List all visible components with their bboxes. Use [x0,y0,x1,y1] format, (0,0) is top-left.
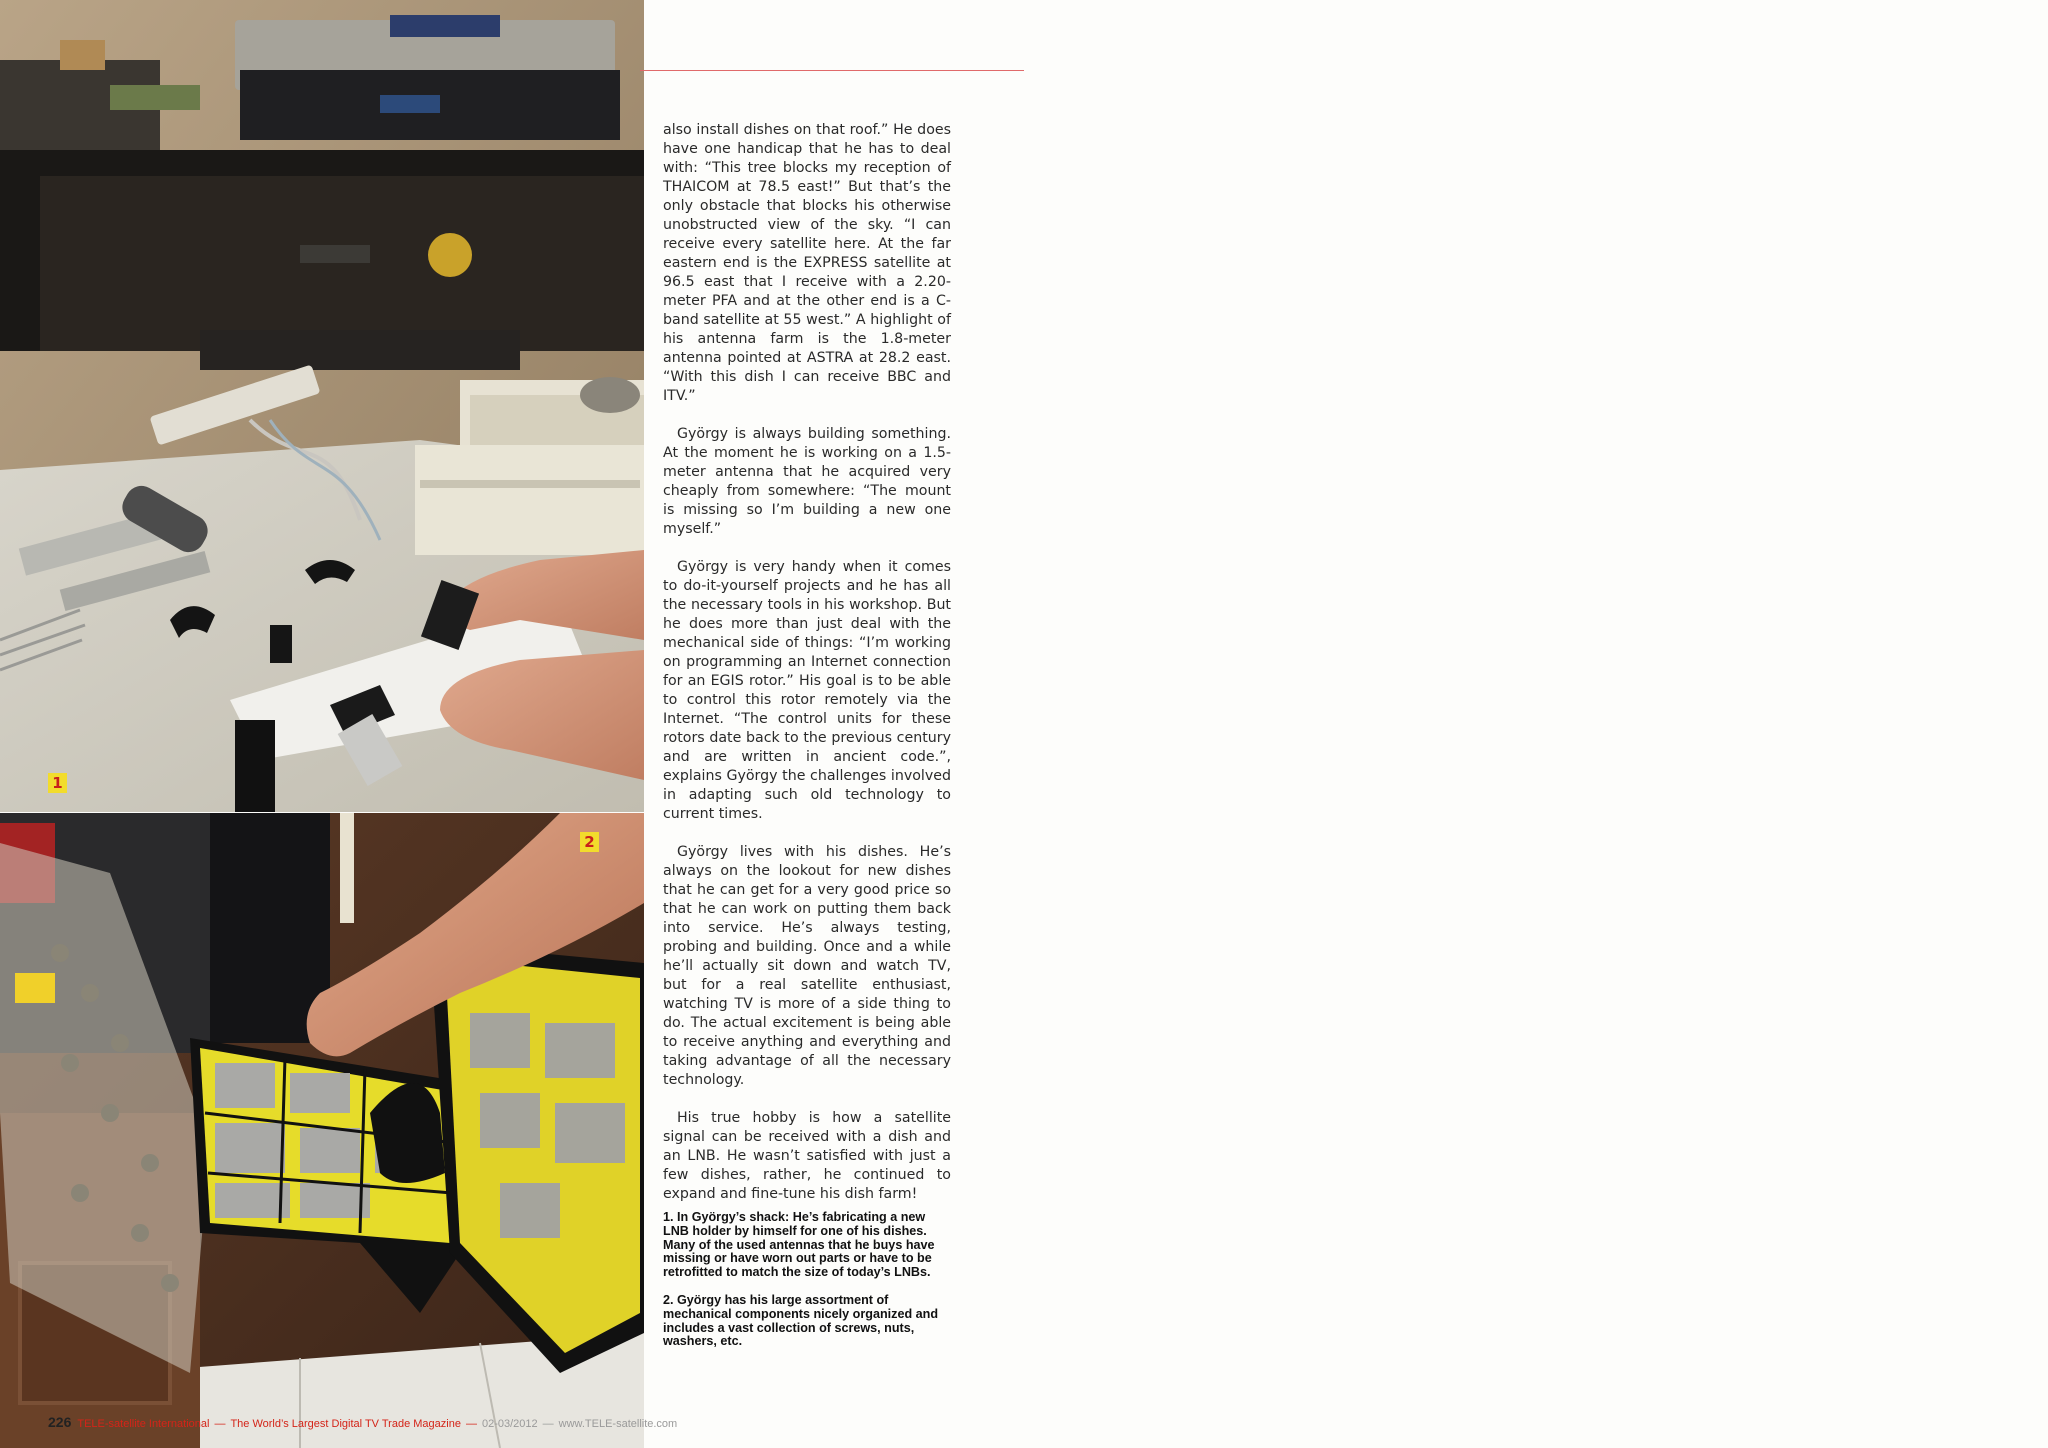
article-paragraph: György lives with his dishes. He’s always on the lookout for new dishes that he can get for a very good price so that he can work on putting them back into service. He’s always testing, probing and building. Once and a while he’ll actually sit down and watch TV, but for a real satellite enthusiast, watching TV is more of a side thing to do. The actual excitement is being able to receive anything and everything and taking advantage of all the necessary technology. [663,844,951,1088]
website-link[interactable]: www.TELE-satellite.com [558,1418,678,1430]
issue-date: 02-03/2012 [481,1418,538,1430]
article-paragraph: György is always building something. At the moment he is working on a 1.5-meter antenna that he acquired very cheaply from somewhere: “The mount is missing so I’m building a new one myself.” [663,426,951,537]
article-body [663,121,951,1223]
photo-parts-organizer [0,813,644,1448]
publication-name: TELE-satellite International [77,1418,210,1430]
footer-separator: — [214,1418,226,1430]
page-number: 226 [48,1414,72,1430]
publication-tagline: The World’s Largest Digital TV Trade Magazine [230,1418,461,1430]
footer-separator: — [465,1418,477,1430]
figure-1-badge: 1 [48,773,67,793]
figure-captions [663,1211,951,1363]
article-paragraph: His true hobby is how a satellite signal can be received with a dish and an LNB. He wasn’t satisfied with just a few dishes, rather, he continued to expand and fine-tune his dish farm! [663,1110,951,1202]
header-rule [640,70,1024,71]
figure-2-badge: 2 [580,832,599,852]
page-footer [48,1413,677,1433]
article-paragraph: György is very handy when it comes to do-it-yourself projects and he has all the necessary tools in his workshop. But he does more than just deal with the mechanical side of things: “I’m working on programming an Internet connection for an EGIS rotor.” His goal is to be able to control this rotor remotely via the Internet. “The control units for these rotors date back to the previous century and are written in ancient code.”, explains György the challenges involved in adapting such old technology to current times. [663,559,951,822]
figure-1-caption: 1. In György’s shack: He’s fabricating a new LNB holder by himself for one of his dishes. Many of the used antennas that he buys have missing or have worn out parts or have to be retrofitted to match the size of today’s LNBs. [663,1210,935,1280]
article-paragraph: also install dishes on that roof.” He does have one handicap that he has to deal with: “This tree blocks my reception of THAICOM at 78.5 east!” But that’s the only obstacle that blocks his otherwise unobstructed view of the sky. “I can receive every satellite here. At the far eastern end is the EXPRESS satellite at 96.5 east that I receive with a 2.20-meter PFA and at the other end is a C-band satellite at 55 west.” A highlight of his antenna farm is the 1.8-meter antenna pointed at ASTRA at 28.2 east. “With this dish I can receive BBC and ITV.” [663,122,951,404]
footer-separator: — [542,1418,554,1430]
figure-2-caption: 2. György has his large assortment of mechanical components nicely organized and includes a vast collection of screws, nuts, washers, etc. [663,1292,939,1349]
photo-workshop-desk [0,0,644,812]
